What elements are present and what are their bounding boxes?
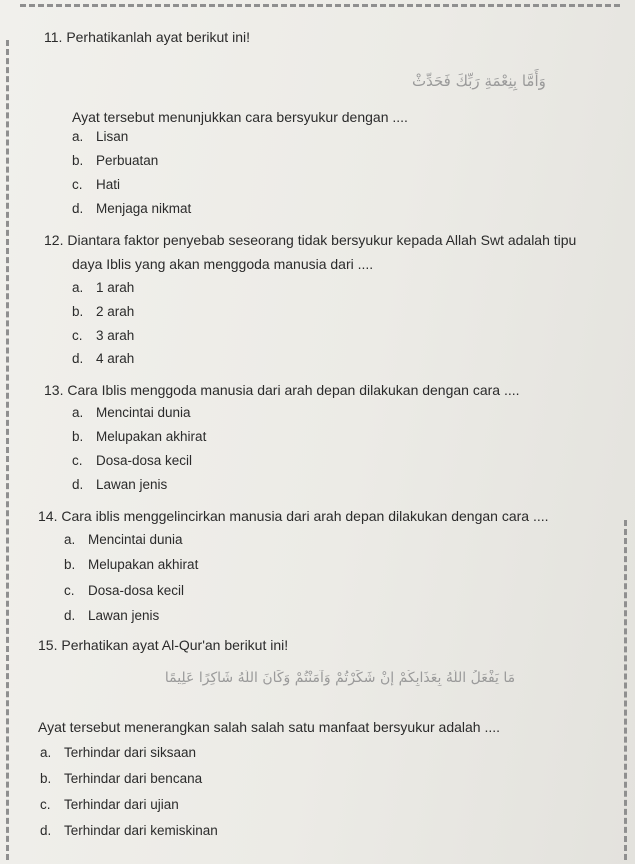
question-12-text-line2: daya Iblis yang akan menggoda manusia dari .... xyxy=(72,256,374,272)
question-12-option-c[interactable]: c. 3 arah xyxy=(72,328,135,343)
question-14-title: 14. Cara iblis menggelincirkan manusia dari arah depan dilakukan dengan cara .... xyxy=(38,508,549,524)
question-14-option-d[interactable]: d. Lawan jenis xyxy=(64,608,160,623)
question-11-title: 11. Perhatikanlah ayat berikut ini! xyxy=(44,29,250,45)
question-14-option-a[interactable]: a. Mencintai dunia xyxy=(64,532,183,547)
question-13-option-d[interactable]: d. Lawan jenis xyxy=(72,477,168,492)
question-11-option-d[interactable]: d. Menjaga nikmat xyxy=(72,201,192,216)
question-11-text: Ayat tersebut menunjukkan cara bersyukur dengan .... xyxy=(72,109,408,125)
question-15-option-a[interactable]: a. Terhindar dari siksaan xyxy=(40,745,197,760)
question-11-option-b[interactable]: b. Perbuatan xyxy=(72,153,159,168)
question-11-option-c[interactable]: c. Hati xyxy=(72,177,121,192)
question-15-arabic-verse: مَا يَفْعَلُ اللَّهُ بِعَذَابِكُمْ إِنْ شَكَرْتُمْ وَآمَنْتُمْ وَكَانَ اللَّهُ شَاكِرًا عَلِيمًا xyxy=(164,670,516,686)
question-15-option-b[interactable]: b. Terhindar dari bencana xyxy=(40,771,203,786)
question-12-option-b[interactable]: b. 2 arah xyxy=(72,304,135,319)
question-14-option-c[interactable]: c. Dosa-dosa kecil xyxy=(64,583,185,598)
question-11-option-a[interactable]: a. Lisan xyxy=(72,129,129,144)
question-13-option-b[interactable]: b. Melupakan akhirat xyxy=(72,429,207,444)
dashed-border-top xyxy=(20,4,620,7)
question-11-arabic-verse: وَأَمَّا بِنِعْمَةِ رَبِّكَ فَحَدِّثْ xyxy=(412,72,546,90)
dashed-border-right xyxy=(624,520,627,860)
question-12-text-line1: 12. Diantara faktor penyebab seseorang tidak bersyukur kepada Allah Swt adalah tipu xyxy=(44,232,577,248)
dashed-border-left xyxy=(6,40,9,860)
question-13-option-a[interactable]: a. Mencintai dunia xyxy=(72,405,191,420)
question-13-title: 13. Cara Iblis menggoda manusia dari arah depan dilakukan dengan cara .... xyxy=(44,382,520,398)
question-15-title: 15. Perhatikan ayat Al-Qur'an berikut ini! xyxy=(38,637,289,653)
question-15-option-d[interactable]: d. Terhindar dari kemiskinan xyxy=(40,823,218,838)
question-12-option-d[interactable]: d. 4 arah xyxy=(72,351,135,366)
question-12-option-a[interactable]: a. 1 arah xyxy=(72,280,135,295)
question-14-option-b[interactable]: b. Melupakan akhirat xyxy=(64,557,199,572)
question-15-text: Ayat tersebut menerangkan salah salah satu manfaat bersyukur adalah .... xyxy=(38,719,501,735)
question-13-option-c[interactable]: c. Dosa-dosa kecil xyxy=(72,453,193,468)
question-15-option-c[interactable]: c. Terhindar dari ujian xyxy=(40,797,179,812)
